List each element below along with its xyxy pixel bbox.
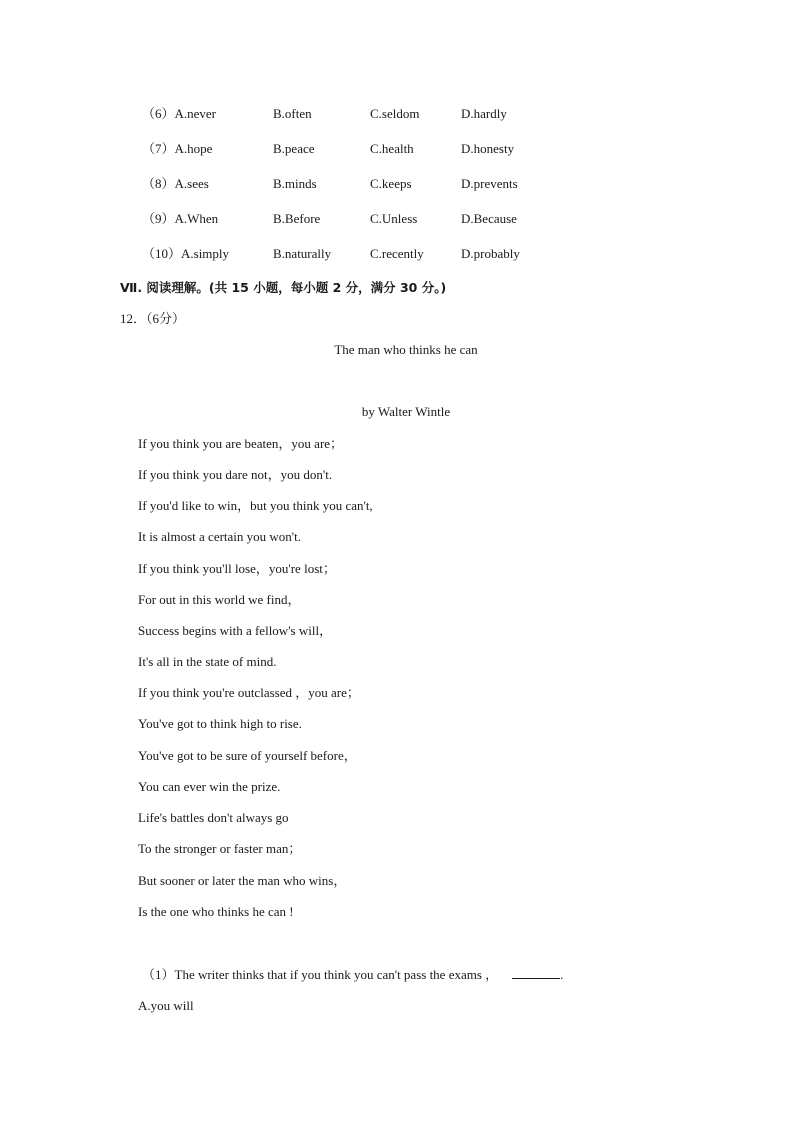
option-8-a: （8）A.sees	[142, 176, 209, 191]
poem-title: The man who thinks he can	[334, 342, 478, 357]
option-7-a: （7）A.hope	[142, 141, 213, 156]
poem-line: It is almost a certain you won't.	[138, 529, 302, 544]
sub-question-end: .	[560, 967, 564, 982]
option-8-d: D.prevents	[461, 176, 518, 191]
poem-line: If you'd like to win，but you think you can't,	[138, 498, 373, 513]
section-heading: Ⅶ. 阅读理解。(共 15 小题，每小题 2 分，满分 30 分。)	[120, 280, 447, 295]
option-8-c: C.keeps	[370, 176, 412, 191]
option-9-c: C.Unless	[370, 211, 418, 226]
poem-line: Is the one who thinks he can !	[138, 904, 294, 919]
option-7-c: C.health	[370, 141, 414, 156]
poem-line: If you think you're outclassed ，you are；	[138, 685, 360, 700]
option-6-b: B.often	[273, 106, 312, 121]
poem-line: It's all in the state of mind.	[138, 654, 277, 669]
question-number: 12．（6分）	[120, 311, 186, 326]
poem-line: Life's battles don't always go	[138, 810, 289, 825]
option-10-c: C.recently	[370, 246, 424, 261]
poem-line: But sooner or later the man who wins，	[138, 873, 347, 888]
option-10-d: D.probably	[461, 246, 520, 261]
sub-question-1	[142, 966, 563, 983]
option-6-d: D.hardly	[461, 106, 507, 121]
option-9-a: （9）A.When	[142, 211, 219, 226]
poem-line: If you think you are beaten，you are；	[138, 436, 344, 451]
option-8-b: B.minds	[273, 176, 317, 191]
option-6-a: （6）A.never	[142, 106, 217, 121]
poem-line: For out in this world we find，	[138, 592, 301, 607]
poem-line: If you think you'll lose，you're lost；	[138, 561, 336, 576]
sub-question-text: （1）The writer thinks that if you think you can't pass the exams ，	[142, 967, 499, 982]
poem-line: You've got to think high to rise.	[138, 716, 302, 731]
option-7-b: B.peace	[273, 141, 315, 156]
sub-question-option-a: A.you will	[138, 998, 194, 1013]
poem-author: by Walter Wintle	[361, 404, 451, 419]
option-9-b: B.Before	[273, 211, 321, 226]
option-10-a: （10）A.simply	[142, 246, 230, 261]
poem-line: Success begins with a fellow's will，	[138, 623, 333, 638]
poem-line: You've got to be sure of yourself before，	[138, 748, 357, 763]
poem-line: To the stronger or faster man；	[138, 841, 302, 856]
option-10-b: B.naturally	[273, 246, 332, 261]
option-6-c: C.seldom	[370, 106, 420, 121]
option-9-d: D.Because	[461, 211, 517, 226]
option-7-d: D.honesty	[461, 141, 515, 156]
answer-blank[interactable]	[512, 966, 560, 979]
poem-line: If you think you dare not，you don't.	[138, 467, 333, 482]
poem-line: You can ever win the prize.	[138, 779, 281, 794]
